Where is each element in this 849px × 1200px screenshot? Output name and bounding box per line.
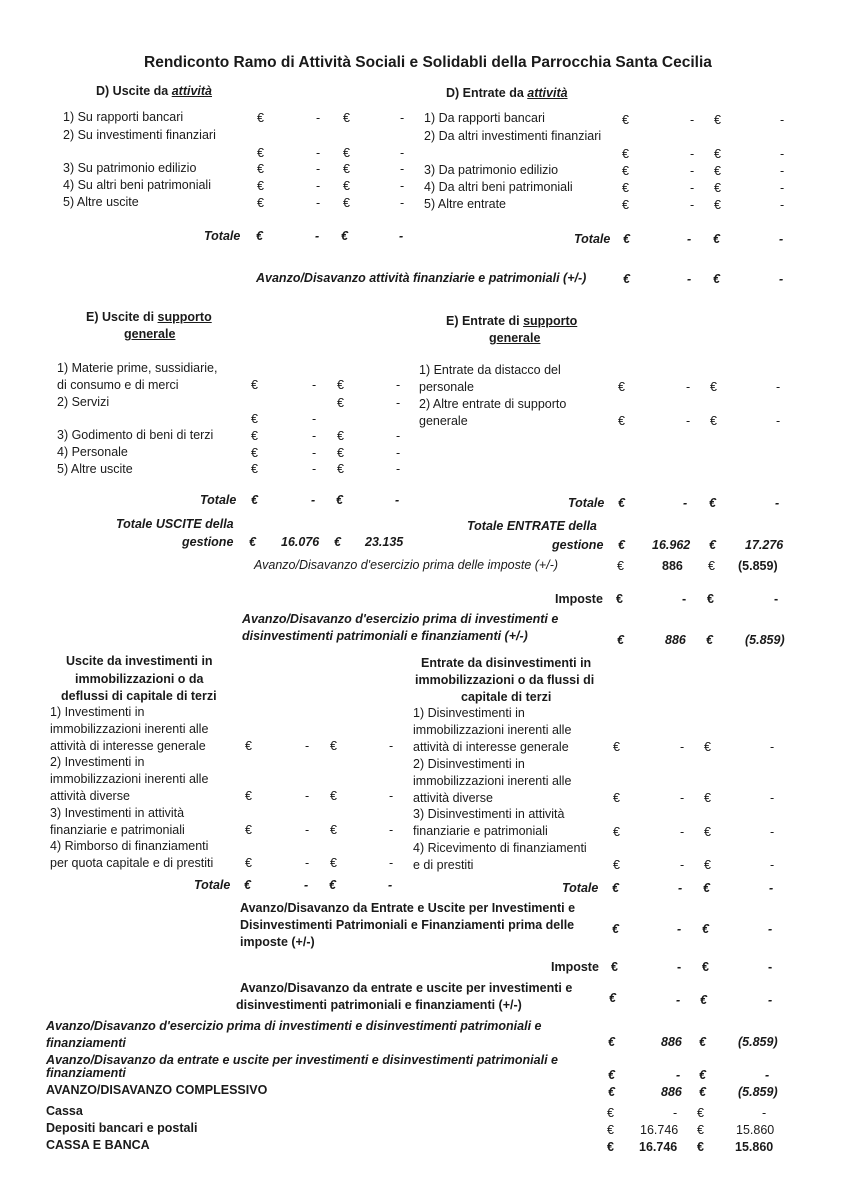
dash-value: - bbox=[396, 446, 401, 460]
dash-value: - bbox=[686, 414, 691, 428]
d-uscite-item-1: 1) Su rapporti bancari bbox=[63, 110, 184, 124]
dash-value: - bbox=[304, 878, 309, 892]
riepilogo-1-value-1: 886 bbox=[661, 1035, 682, 1049]
dash-value: - bbox=[770, 740, 775, 754]
euro-sign: € bbox=[251, 446, 258, 460]
e-uscite-totale-label: Totale bbox=[200, 493, 237, 507]
dash-value: - bbox=[776, 380, 781, 394]
dash-value: - bbox=[305, 823, 310, 837]
euro-sign: € bbox=[249, 535, 256, 549]
dash-value: - bbox=[690, 147, 695, 161]
e-uscite-line-4: 3) Godimento di beni di terzi bbox=[57, 428, 214, 442]
euro-sign: € bbox=[699, 1085, 706, 1099]
dash-value: - bbox=[312, 429, 317, 443]
d-entrate-totale-label: Totale bbox=[574, 232, 611, 246]
euro-sign: € bbox=[336, 493, 343, 507]
euro-sign: € bbox=[622, 181, 629, 195]
inv-uscite-head-3: deflussi di capitale di terzi bbox=[61, 689, 217, 703]
inv-uscite-line: finanziarie e patrimoniali bbox=[50, 823, 185, 837]
dash-value: - bbox=[779, 272, 784, 286]
dash-value: - bbox=[770, 791, 775, 805]
inv-uscite-line: 2) Investimenti in bbox=[50, 755, 145, 769]
section-e-uscite-header-2: generale bbox=[124, 327, 176, 341]
euro-sign: € bbox=[257, 162, 264, 176]
dash-value: - bbox=[396, 462, 401, 476]
dash-value: - bbox=[312, 378, 317, 392]
euro-sign: € bbox=[244, 878, 251, 892]
e-entrate-line-2: personale bbox=[419, 380, 474, 394]
euro-sign: € bbox=[612, 922, 619, 936]
euro-sign: € bbox=[341, 229, 348, 243]
dash-value: - bbox=[776, 414, 781, 428]
inv-avanzo-line-1: Avanzo/Disavanzo da Entrate e Uscite per Investimenti e bbox=[240, 901, 576, 915]
dash-value: - bbox=[690, 113, 695, 127]
euro-sign: € bbox=[699, 1068, 706, 1082]
dash-value: - bbox=[770, 825, 775, 839]
euro-sign: € bbox=[700, 993, 707, 1007]
euro-sign: € bbox=[708, 559, 715, 573]
euro-sign: € bbox=[704, 858, 711, 872]
euro-sign: € bbox=[245, 739, 252, 753]
euro-sign: € bbox=[256, 229, 263, 243]
cassa-banca-value-2: 15.860 bbox=[735, 1140, 774, 1154]
dash-value: - bbox=[388, 878, 393, 892]
euro-sign: € bbox=[613, 791, 620, 805]
depositi-value-2: 15.860 bbox=[736, 1123, 775, 1137]
depositi-label: Depositi bancari e postali bbox=[46, 1121, 198, 1135]
dash-value: - bbox=[312, 462, 317, 476]
avanzo-imposte-value-1: 886 bbox=[662, 559, 683, 573]
dash-value: - bbox=[680, 740, 685, 754]
document-title: Rendiconto Ramo di Attività Sociali e Solidabli della Parrocchia Santa Cecilia bbox=[144, 54, 712, 71]
euro-sign: € bbox=[697, 1140, 704, 1154]
euro-sign: € bbox=[607, 1123, 614, 1137]
inv-entrate-line: e di prestiti bbox=[413, 858, 474, 872]
euro-sign: € bbox=[707, 592, 714, 606]
dash-value: - bbox=[312, 412, 317, 426]
inv-entrate-totale-label: Totale bbox=[562, 881, 599, 895]
dash-value: - bbox=[400, 162, 405, 176]
section-e-entrate-header-2: generale bbox=[489, 331, 541, 345]
dash-value: - bbox=[396, 378, 401, 392]
inv-imposte-label: Imposte bbox=[551, 960, 599, 974]
dash-value: - bbox=[676, 993, 681, 1007]
euro-sign: € bbox=[710, 414, 717, 428]
euro-sign: € bbox=[714, 181, 721, 195]
section-d-entrate-header: D) Entrate da attività bbox=[446, 86, 568, 100]
euro-sign: € bbox=[329, 878, 336, 892]
d-uscite-item-5: 5) Altre uscite bbox=[63, 195, 139, 209]
dash-value: - bbox=[389, 739, 394, 753]
dash-value: - bbox=[680, 825, 685, 839]
inv-entrate-line: immobilizzazioni inerenti alle bbox=[413, 723, 572, 737]
dash-value: - bbox=[686, 380, 691, 394]
euro-sign: € bbox=[337, 446, 344, 460]
cassa-label: Cassa bbox=[46, 1104, 83, 1118]
inv-uscite-totale-label: Totale bbox=[194, 878, 231, 892]
inv-entrate-head-2: immobilizzazioni o da flussi di bbox=[415, 673, 595, 687]
inv-uscite-head-1: Uscite da investimenti in bbox=[66, 654, 213, 668]
e-entrate-totale-label: Totale bbox=[568, 496, 605, 510]
euro-sign: € bbox=[337, 396, 344, 410]
euro-sign: € bbox=[622, 113, 629, 127]
euro-sign: € bbox=[714, 164, 721, 178]
dash-value: - bbox=[400, 196, 405, 210]
inv-entrate-line: attività diverse bbox=[413, 791, 493, 805]
dash-value: - bbox=[780, 164, 785, 178]
euro-sign: € bbox=[714, 198, 721, 212]
euro-sign: € bbox=[609, 991, 616, 1005]
inv-entrate-line: finanziarie e patrimoniali bbox=[413, 824, 548, 838]
e-entrate-line-3: 2) Altre entrate di supporto bbox=[419, 397, 567, 411]
dash-value: - bbox=[780, 147, 785, 161]
inv-uscite-head-2: immobilizzazioni o da bbox=[75, 672, 204, 686]
euro-sign: € bbox=[714, 113, 721, 127]
d-uscite-item-4: 4) Su altri beni patrimoniali bbox=[63, 178, 211, 192]
euro-sign: € bbox=[702, 960, 709, 974]
euro-sign: € bbox=[697, 1123, 704, 1137]
euro-sign: € bbox=[713, 232, 720, 246]
d-avanzo-label: Avanzo/Disavanzo attività finanziarie e patrimoniali (+/-) bbox=[256, 271, 587, 285]
totale-entrate-gestione-label-2: gestione bbox=[552, 538, 604, 552]
euro-sign: € bbox=[337, 429, 344, 443]
avanzo-imposte-label: Avanzo/Disavanzo d'esercizio prima delle imposte (+/-) bbox=[254, 558, 559, 572]
euro-sign: € bbox=[245, 856, 252, 870]
dash-value: - bbox=[780, 181, 785, 195]
euro-sign: € bbox=[334, 535, 341, 549]
e-uscite-line-2: di consumo e di merci bbox=[57, 378, 179, 392]
d-uscite-item-2: 2) Su investimenti finanziari bbox=[63, 128, 216, 142]
dash-value: - bbox=[683, 496, 688, 510]
euro-sign: € bbox=[618, 414, 625, 428]
depositi-value-1: 16.746 bbox=[640, 1123, 679, 1137]
inv-entrate-head-3: capitale di terzi bbox=[461, 690, 552, 704]
dash-value: - bbox=[312, 446, 317, 460]
dash-value: - bbox=[765, 1068, 770, 1082]
inv-uscite-line: 4) Rimborso di finanziamenti bbox=[50, 839, 209, 853]
dash-value: - bbox=[676, 1068, 681, 1082]
euro-sign: € bbox=[337, 378, 344, 392]
imposte-label: Imposte bbox=[555, 592, 603, 606]
totale-uscite-value-2: 23.135 bbox=[365, 535, 404, 549]
inv-entrate-line: 2) Disinvestimenti in bbox=[413, 757, 525, 771]
euro-sign: € bbox=[343, 162, 350, 176]
euro-sign: € bbox=[618, 380, 625, 394]
d-entrate-item-3: 3) Da patrimonio edilizio bbox=[424, 163, 559, 177]
euro-sign: € bbox=[623, 272, 630, 286]
e-uscite-line-6: 5) Altre uscite bbox=[57, 462, 133, 476]
euro-sign: € bbox=[613, 740, 620, 754]
euro-sign: € bbox=[251, 493, 258, 507]
dash-value: - bbox=[677, 922, 682, 936]
euro-sign: € bbox=[257, 179, 264, 193]
dash-value: - bbox=[316, 196, 321, 210]
inv-uscite-line: per quota capitale e di prestiti bbox=[50, 856, 214, 870]
e-uscite-line-5: 4) Personale bbox=[57, 445, 128, 459]
inv-uscite-line: attività di interesse generale bbox=[50, 739, 206, 753]
riepilogo-2-label: Avanzo/Disavanzo da entrate e uscite per investimenti e disinvestimenti patrimoniali e bbox=[46, 1053, 558, 1067]
dash-value: - bbox=[389, 823, 394, 837]
section-d-uscite-header: D) Uscite da attività bbox=[96, 84, 213, 98]
euro-sign: € bbox=[618, 496, 625, 510]
dash-value: - bbox=[395, 493, 400, 507]
euro-sign: € bbox=[607, 1106, 614, 1120]
dash-value: - bbox=[769, 881, 774, 895]
dash-value: - bbox=[305, 856, 310, 870]
inv-entrate-line: 3) Disinvestimenti in attività bbox=[413, 807, 565, 821]
euro-sign: € bbox=[709, 538, 716, 552]
dash-value: - bbox=[305, 789, 310, 803]
euro-sign: € bbox=[257, 111, 264, 125]
avanzo-complessivo-label: AVANZO/DISAVANZO COMPLESSIVO bbox=[46, 1083, 268, 1097]
euro-sign: € bbox=[612, 881, 619, 895]
euro-sign: € bbox=[257, 146, 264, 160]
dash-value: - bbox=[774, 592, 779, 606]
dash-value: - bbox=[316, 111, 321, 125]
totale-entrate-value-1: 16.962 bbox=[652, 538, 691, 552]
dash-value: - bbox=[690, 198, 695, 212]
euro-sign: € bbox=[337, 462, 344, 476]
euro-sign: € bbox=[330, 856, 337, 870]
dash-value: - bbox=[400, 146, 405, 160]
dash-value: - bbox=[780, 113, 785, 127]
inv-avanzo2-line-2: disinvestimenti patrimoniali e finanziamenti (+/-) bbox=[236, 998, 522, 1012]
dash-value: - bbox=[305, 739, 310, 753]
euro-sign: € bbox=[257, 196, 264, 210]
avanzo-complessivo-value-2: (5.859) bbox=[738, 1085, 778, 1099]
euro-sign: € bbox=[704, 825, 711, 839]
euro-sign: € bbox=[704, 740, 711, 754]
dash-value: - bbox=[396, 429, 401, 443]
euro-sign: € bbox=[343, 111, 350, 125]
dash-value: - bbox=[779, 232, 784, 246]
inv-uscite-line: 3) Investimenti in attività bbox=[50, 806, 185, 820]
euro-sign: € bbox=[617, 633, 624, 647]
inv-avanzo-line-3: imposte (+/-) bbox=[240, 935, 315, 949]
dash-value: - bbox=[687, 272, 692, 286]
e-entrate-line-1: 1) Entrate da distacco del bbox=[419, 363, 561, 377]
dash-value: - bbox=[770, 858, 775, 872]
euro-sign: € bbox=[343, 196, 350, 210]
euro-sign: € bbox=[616, 592, 623, 606]
d-entrate-item-5: 5) Altre entrate bbox=[424, 197, 506, 211]
section-e-entrate-header: E) Entrate di supporto bbox=[446, 314, 578, 328]
euro-sign: € bbox=[607, 1140, 614, 1154]
euro-sign: € bbox=[709, 496, 716, 510]
inv-entrate-line: 1) Disinvestimenti in bbox=[413, 706, 525, 720]
dash-value: - bbox=[682, 592, 687, 606]
dash-value: - bbox=[690, 164, 695, 178]
e-uscite-line-3: 2) Servizi bbox=[57, 395, 110, 409]
euro-sign: € bbox=[706, 633, 713, 647]
totale-entrate-gestione-label: Totale ENTRATE della bbox=[467, 519, 597, 533]
dash-value: - bbox=[389, 856, 394, 870]
e-entrate-line-4: generale bbox=[419, 414, 468, 428]
euro-sign: € bbox=[343, 146, 350, 160]
euro-sign: € bbox=[608, 1035, 615, 1049]
section-e-uscite-header: E) Uscite di supporto bbox=[86, 310, 212, 324]
dash-value: - bbox=[780, 198, 785, 212]
euro-sign: € bbox=[622, 198, 629, 212]
euro-sign: € bbox=[251, 412, 258, 426]
dash-value: - bbox=[316, 162, 321, 176]
riepilogo-1-label: Avanzo/Disavanzo d'esercizio prima di investimenti e disinvestimenti patrimoniali e bbox=[46, 1019, 542, 1033]
inv-uscite-line: attività diverse bbox=[50, 789, 130, 803]
cassa-banca-label: CASSA E BANCA bbox=[46, 1138, 150, 1152]
euro-sign: € bbox=[617, 559, 624, 573]
euro-sign: € bbox=[608, 1068, 615, 1082]
euro-sign: € bbox=[622, 164, 629, 178]
euro-sign: € bbox=[704, 791, 711, 805]
avanzo-investimenti-label-2: disinvestimenti patrimoniali e finanziamenti (+/-) bbox=[242, 629, 528, 643]
avanzo-investimenti-label: Avanzo/Disavanzo d'esercizio prima di investimenti e bbox=[242, 612, 559, 626]
euro-sign: € bbox=[330, 739, 337, 753]
inv-uscite-line: 1) Investimenti in bbox=[50, 705, 145, 719]
euro-sign: € bbox=[697, 1106, 704, 1120]
inv-avanzo-line-2: Disinvestimenti Patrimoniali e Finanziamenti prima delle bbox=[240, 918, 575, 932]
dash-value: - bbox=[316, 146, 321, 160]
euro-sign: € bbox=[330, 789, 337, 803]
euro-sign: € bbox=[251, 462, 258, 476]
euro-sign: € bbox=[710, 380, 717, 394]
d-entrate-item-4: 4) Da altri beni patrimoniali bbox=[424, 180, 573, 194]
euro-sign: € bbox=[713, 272, 720, 286]
inv-entrate-head-1: Entrate da disinvestimenti in bbox=[421, 656, 592, 670]
dash-value: - bbox=[396, 396, 401, 410]
dash-value: - bbox=[687, 232, 692, 246]
euro-sign: € bbox=[702, 922, 709, 936]
totale-uscite-value-1: 16.076 bbox=[281, 535, 320, 549]
totale-uscite-gestione-label: Totale USCITE della bbox=[116, 517, 234, 531]
euro-sign: € bbox=[251, 429, 258, 443]
euro-sign: € bbox=[343, 179, 350, 193]
dash-value: - bbox=[768, 960, 773, 974]
dash-value: - bbox=[762, 1106, 767, 1120]
euro-sign: € bbox=[618, 538, 625, 552]
euro-sign: € bbox=[330, 823, 337, 837]
dash-value: - bbox=[673, 1106, 678, 1120]
euro-sign: € bbox=[611, 960, 618, 974]
dash-value: - bbox=[389, 789, 394, 803]
riepilogo-1-value-2: (5.859) bbox=[738, 1035, 778, 1049]
dash-value: - bbox=[400, 179, 405, 193]
euro-sign: € bbox=[613, 858, 620, 872]
d-entrate-item-1: 1) Da rapporti bancari bbox=[424, 111, 545, 125]
euro-sign: € bbox=[608, 1085, 615, 1099]
avanzo-investimenti-value-1: 886 bbox=[665, 633, 686, 647]
dash-value: - bbox=[315, 229, 320, 243]
euro-sign: € bbox=[251, 378, 258, 392]
dash-value: - bbox=[690, 181, 695, 195]
euro-sign: € bbox=[613, 825, 620, 839]
euro-sign: € bbox=[699, 1035, 706, 1049]
riepilogo-1-label-2: finanziamenti bbox=[46, 1036, 126, 1050]
riepilogo-2-label-2: finanziamenti bbox=[46, 1066, 126, 1080]
dash-value: - bbox=[768, 922, 773, 936]
d-uscite-totale-label: Totale bbox=[204, 229, 241, 243]
dash-value: - bbox=[399, 229, 404, 243]
euro-sign: € bbox=[245, 823, 252, 837]
euro-sign: € bbox=[623, 232, 630, 246]
dash-value: - bbox=[775, 496, 780, 510]
dash-value: - bbox=[316, 179, 321, 193]
dash-value: - bbox=[680, 791, 685, 805]
avanzo-complessivo-value-1: 886 bbox=[661, 1085, 682, 1099]
totale-entrate-value-2: 17.276 bbox=[745, 538, 784, 552]
avanzo-imposte-value-2: (5.859) bbox=[738, 559, 778, 573]
dash-value: - bbox=[311, 493, 316, 507]
avanzo-investimenti-value-2: (5.859) bbox=[745, 633, 785, 647]
dash-value: - bbox=[680, 858, 685, 872]
d-uscite-item-3: 3) Su patrimonio edilizio bbox=[63, 161, 197, 175]
inv-entrate-line: immobilizzazioni inerenti alle bbox=[413, 774, 572, 788]
cassa-banca-value-1: 16.746 bbox=[639, 1140, 678, 1154]
euro-sign: € bbox=[245, 789, 252, 803]
euro-sign: € bbox=[622, 147, 629, 161]
dash-value: - bbox=[768, 993, 773, 1007]
totale-uscite-gestione-label-2: gestione bbox=[182, 535, 234, 549]
d-entrate-item-2: 2) Da altri investimenti finanziari bbox=[424, 129, 602, 143]
inv-uscite-line: immobilizzazioni inerenti alle bbox=[50, 722, 209, 736]
inv-entrate-line: 4) Ricevimento di finanziamenti bbox=[413, 841, 587, 855]
inv-uscite-line: immobilizzazioni inerenti alle bbox=[50, 772, 209, 786]
inv-avanzo2-line-1: Avanzo/Disavanzo da entrate e uscite per investimenti e bbox=[240, 981, 573, 995]
inv-entrate-line: attività di interesse generale bbox=[413, 740, 569, 754]
dash-value: - bbox=[677, 960, 682, 974]
dash-value: - bbox=[400, 111, 405, 125]
e-uscite-line-1: 1) Materie prime, sussidiarie, bbox=[57, 361, 218, 375]
dash-value: - bbox=[678, 881, 683, 895]
euro-sign: € bbox=[714, 147, 721, 161]
euro-sign: € bbox=[703, 881, 710, 895]
